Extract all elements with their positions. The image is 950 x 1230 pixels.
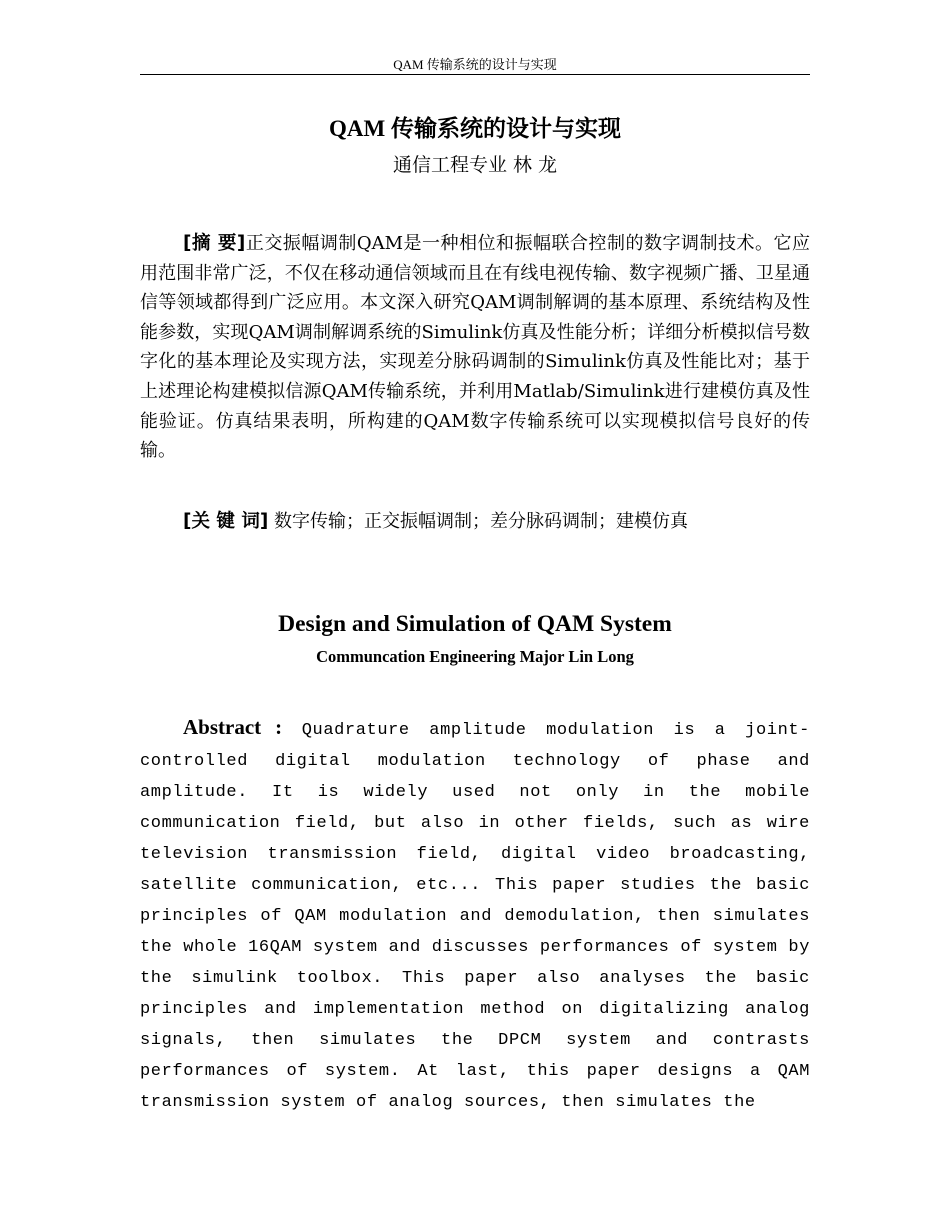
chinese-abstract <box>140 229 810 466</box>
chinese-keywords-label: [关 键 词] <box>183 511 269 532</box>
english-abstract-label: Abstract : <box>183 715 283 739</box>
chinese-keywords-text: 数字传输；正交振幅调制；差分脉码调制；建模仿真 <box>274 511 689 532</box>
header-rule <box>140 74 810 75</box>
chinese-abstract-text: 正交振幅调制QAM是一种相位和振幅联合控制的数字调制技术。它应用范围非常广泛，不仅在移动通信领域而且在有线电视传输、数字视频广播、卫星通信等领域都得到广泛应用。本文深入研究QAM调制解调的基本原理、系统结构及性能参数，实现QAM调制解调系统的Simulink仿真及性能分析；详细分析模拟信号数字化的基本理论及实现方法，实现差分脉码调制的Simulink仿真及性能比对；基于上述理论构建模拟信源QAM传输系统，并利用Matlab/Simulink进行建模仿真及性能验证。仿真结果表明，所构建的QAM数字传输系统可以实现模拟信号良好的传输。 <box>140 233 811 462</box>
chinese-author-line: 通信工程专业 林 龙 <box>392 154 558 176</box>
english-title: Design and Simulation of QAM System <box>278 611 672 637</box>
chinese-title: QAM 传输系统的设计与实现 <box>329 116 621 141</box>
english-author-line: Communcation Engineering Major Lin Long <box>316 647 634 666</box>
chinese-keywords <box>183 507 810 536</box>
chinese-abstract-label: [摘 要] <box>183 233 246 254</box>
running-header: QAM 传输系统的设计与实现 <box>393 57 557 72</box>
english-abstract-text: Quadrature amplitude modulation is a joint-controlled digital modulation technology of phase and amplitude. It is widely used not only in the mobile communication field, but also in other fields, such as wire television transmission field, digital video broadcasting, satellite communication, etc... This paper studies the basic principles of QAM modulation and demodulation, then simulates the whole 16QAM system and discusses performances of system by the simulink toolbox. This paper also analyses the basic principles and implementation method on digitalizing analog signals, then simulates the DPCM system and contrasts performances of system. At last, this paper designs a QAM transmission system of analog sources, then simulates the <box>140 721 810 1112</box>
english-abstract <box>140 712 810 1118</box>
